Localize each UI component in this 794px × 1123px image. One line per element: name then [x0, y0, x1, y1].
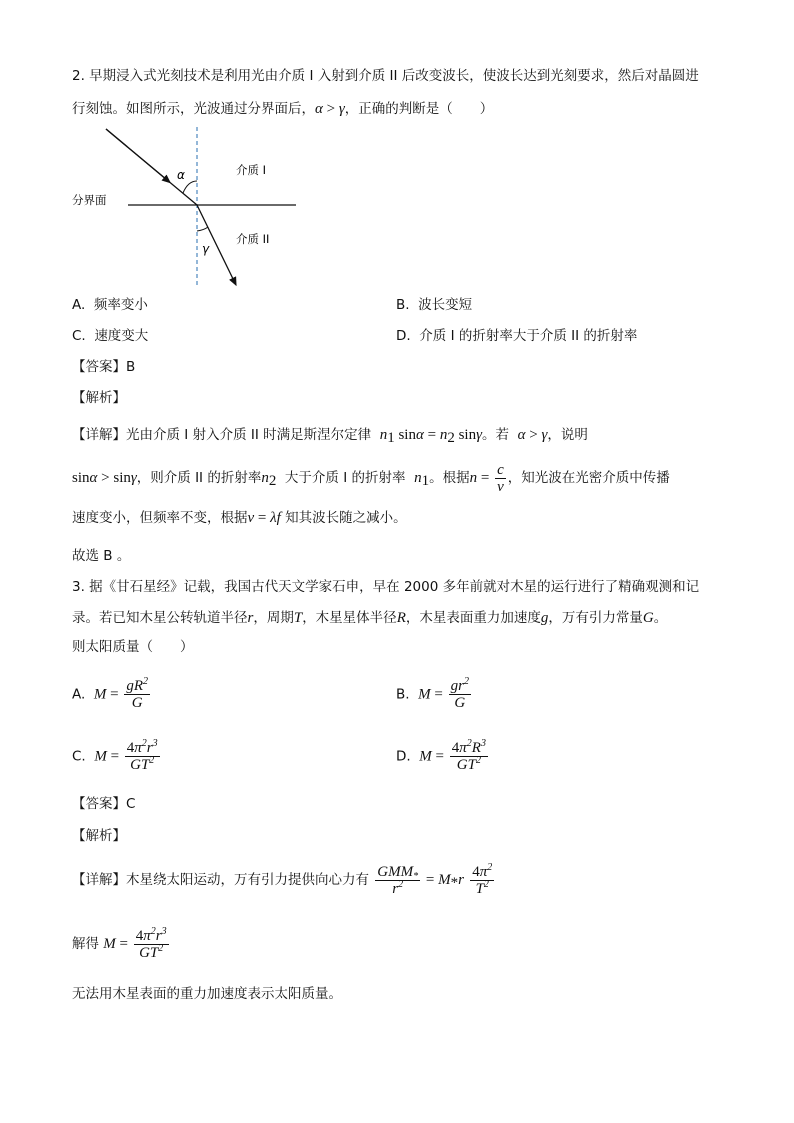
gamma-arc [197, 227, 208, 231]
interface-label: 分界面 [72, 193, 107, 207]
q3-stem-line-1: 3. 据《甘石星经》记载，我国古代天文学家石申，早在 2000 多年前就对木星的运行进行了精确观测和记 [72, 579, 700, 595]
q3-answer: 【答案】C [72, 796, 136, 812]
q2-detail-line-3: 速度变小，但频率不变，根据v = λf 知其波长随之减小。 [72, 510, 407, 526]
q3-option-d: D. M = $\frac{4\pi^2R^3}{GT^2}$ [396, 738, 486, 773]
q3-option-b: B. M = $\frac{gr^2}{G}$ [396, 676, 469, 711]
q2-analysis-tag: 【解析】 [72, 390, 126, 406]
q3-analysis-tag: 【解析】 [72, 828, 126, 844]
medium-2-label: 介质 II [236, 232, 270, 246]
q2-option-b: B. 波长变短 [396, 297, 473, 313]
q2-answer: 【答案】B [72, 359, 136, 375]
q3-option-c: C. M = $\frac{4\pi^2r^3}{GT^2}$ [72, 738, 158, 773]
q2-option-c: C. 速度变大 [72, 328, 149, 344]
q2-detail-line-1: 【详解】光由介质 I 射入介质 II 时满足斯涅尔定律 $n_1$ $\sin\alpha = n_2$ sinγ。若 α > γ，说明 [72, 427, 588, 446]
q2-stem-line-2: 行刻蚀。如图所示，光波通过分界面后，α > γ，正确的判断是（ ） [72, 101, 494, 117]
q3-option-a: A. M = $\frac{gR^2}{G}$ [72, 676, 149, 711]
q2-stem-line-1: 2. 早期浸入式光刻技术是利用光由介质 I 入射到介质 II 后改变波长，使波长达到光刻要求，然后对晶圆进 [72, 68, 699, 84]
q3-final-line: 无法用木星表面的重力加速度表示太阳质量。 [72, 986, 342, 1002]
q3-solve-line: 解得 M = $\frac{4\pi^2r^3}{GT^2}$ [72, 925, 167, 961]
refraction-diagram [70, 125, 310, 287]
q2-option-d: D. 介质 I 的折射率大于介质 II 的折射率 [396, 328, 638, 344]
gamma-label: γ [202, 242, 210, 256]
q3-detail-line-1: 【详解】木星绕太阳运动，万有引力提供向心力有 $\frac{GMM_*}{r^2}$ = $M_*r$ $\frac{4\pi^2}{T^2}$ [72, 861, 493, 897]
q2-conclusion: 故选 B 。 [72, 548, 131, 564]
q2-option-a: A. 频率变小 [72, 297, 148, 313]
q3-stem-line-2: 录。若已知木星公转轨道半径r，周期T，木星星体半径R，木星表面重力加速度g，万有引力常量G。 [72, 610, 668, 626]
q3-stem-line-3: 则太阳质量（ ） [72, 639, 194, 655]
alpha-arc [183, 181, 197, 193]
medium-1-label: 介质 I [236, 163, 267, 177]
q2-detail-line-2: sinα > sinγ，则介质 II 的折射率$n_2$ 大于介质 I 的折射率 $n_1$。根据n = $\frac{c}{v}$ ，知光波在光密介质中传播 [72, 461, 670, 495]
alpha-label: α [177, 168, 185, 182]
